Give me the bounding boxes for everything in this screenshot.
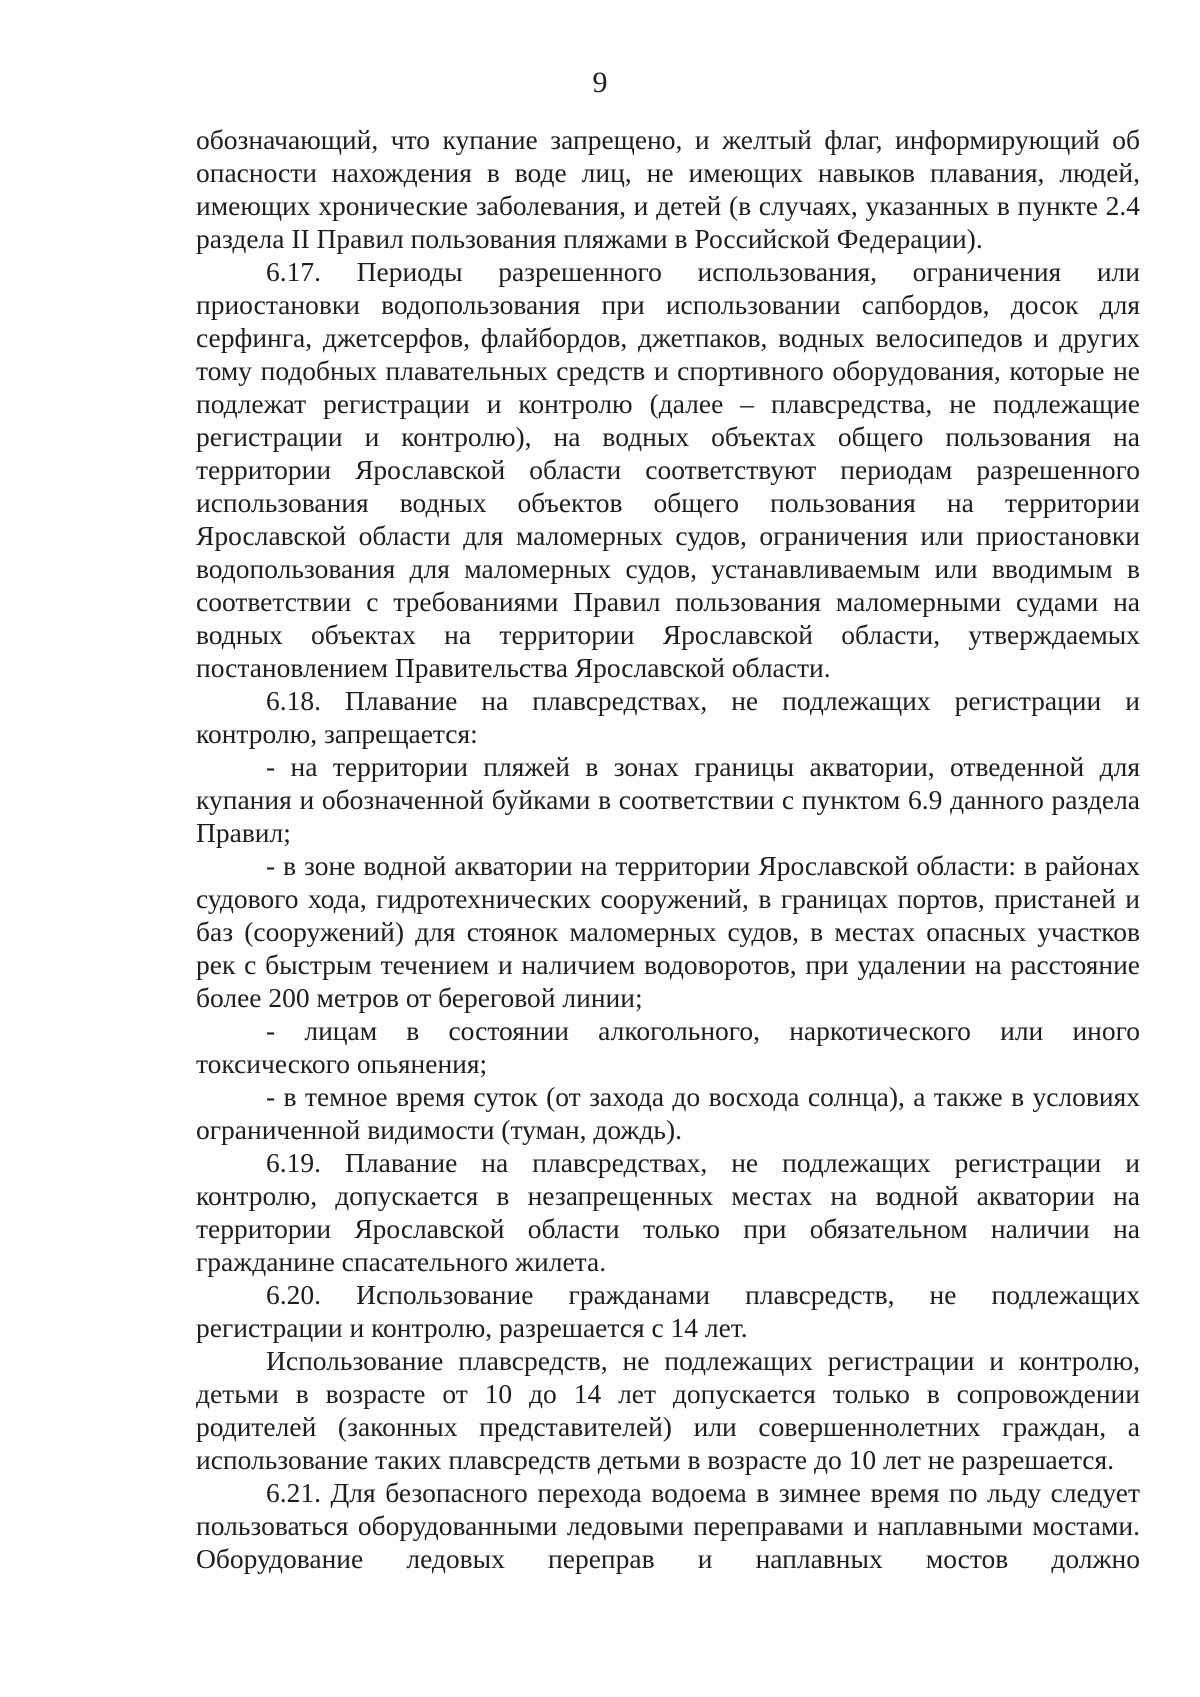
paragraph-6-20: 6.20. Использование гражданами плавсредств, не подлежащих регистрации и контролю, разрешается с 14 лет.: [196, 1279, 1140, 1343]
list-item-intoxicated: - лицам в состоянии алкогольного, наркотического или иного токсического опьянения;: [196, 1015, 1140, 1079]
paragraph-6-19: 6.19. Плавание на плавсредствах, не подлежащих регистрации и контролю, допускается в незапрещенных местах на водной акватории на территории Ярославской области только при обязательном наличии на гражданине спасательного жилета.: [196, 1147, 1140, 1277]
list-item-darkness: - в темное время суток (от захода до восхода солнца), а также в условиях ограниченной видимости (туман, дождь).: [196, 1081, 1140, 1145]
paragraph-children-use: Использование плавсредств, не подлежащих регистрации и контролю, детьми в возрасте от 10 до 14 лет допускается только в сопровождении родителей (законных представителей) или совершеннолетних граждан, а использование таких плавсредств детьми в возрасте до 10 лет не разрешается.: [196, 1345, 1140, 1475]
paragraph-6-21: 6.21. Для безопасного перехода водоема в зимнее время по льду следует пользоваться оборудованными ледовыми переправами и наплавными мостами. Оборудование ледовых переправ и наплавных мостов должно: [196, 1477, 1140, 1574]
list-item-beach-zones: - на территории пляжей в зонах границы акватории, отведенной для купания и обозначенной буйками в соответствии с пунктом 6.9 данного раздела Правил;: [196, 751, 1140, 848]
document-text: [196, 123, 1140, 1575]
paragraph-6-17: 6.17. Периоды разрешенного использования, ограничения или приостановки водопользования при использовании сапбордов, досок для серфинга, джетсерфов, флайбордов, джетпаков, водных велосипедов и других тому подобных плавательных средств и спортивного оборудования, которые не подлежат регистрации и контролю (далее – плавсредства, не подлежащие регистрации и контролю), на водных объектах общего пользования на территории Ярославской области соответствуют периодам разрешенного использования водных объектов общего пользования на территории Ярославской области для маломерных судов, ограничения или приостановки водопользования для маломерных судов, устанавливаемым или вводимым в соответствии с требованиями Правил пользования маломерными судами на водных объектах на территории Ярославской области, утверждаемых постановлением Правительства Ярославской области.: [196, 256, 1140, 683]
paragraph-flags: обозначающий, что купание запрещено, и желтый флаг, информирующий об опасности нахождения в воде лиц, не имеющих навыков плавания, людей, имеющих хронические заболевания, и детей (в случаях, указанных в пункте 2.4 раздела II Правил пользования пляжами в Российской Федерации).: [196, 124, 1140, 254]
list-item-water-area: - в зоне водной акватории на территории Ярославской области: в районах судового хода, гидротехнических сооружений, в границах портов, пристаней и баз (сооружений) для стоянок маломерных судов, в местах опасных участков рек с быстрым течением и наличием водоворотов, при удалении на расстояние более 200 метров от береговой линии;: [196, 850, 1140, 1013]
paragraph-6-18: 6.18. Плавание на плавсредствах, не подлежащих регистрации и контролю, запрещается:: [196, 685, 1140, 749]
page-number: 9: [592, 66, 608, 99]
